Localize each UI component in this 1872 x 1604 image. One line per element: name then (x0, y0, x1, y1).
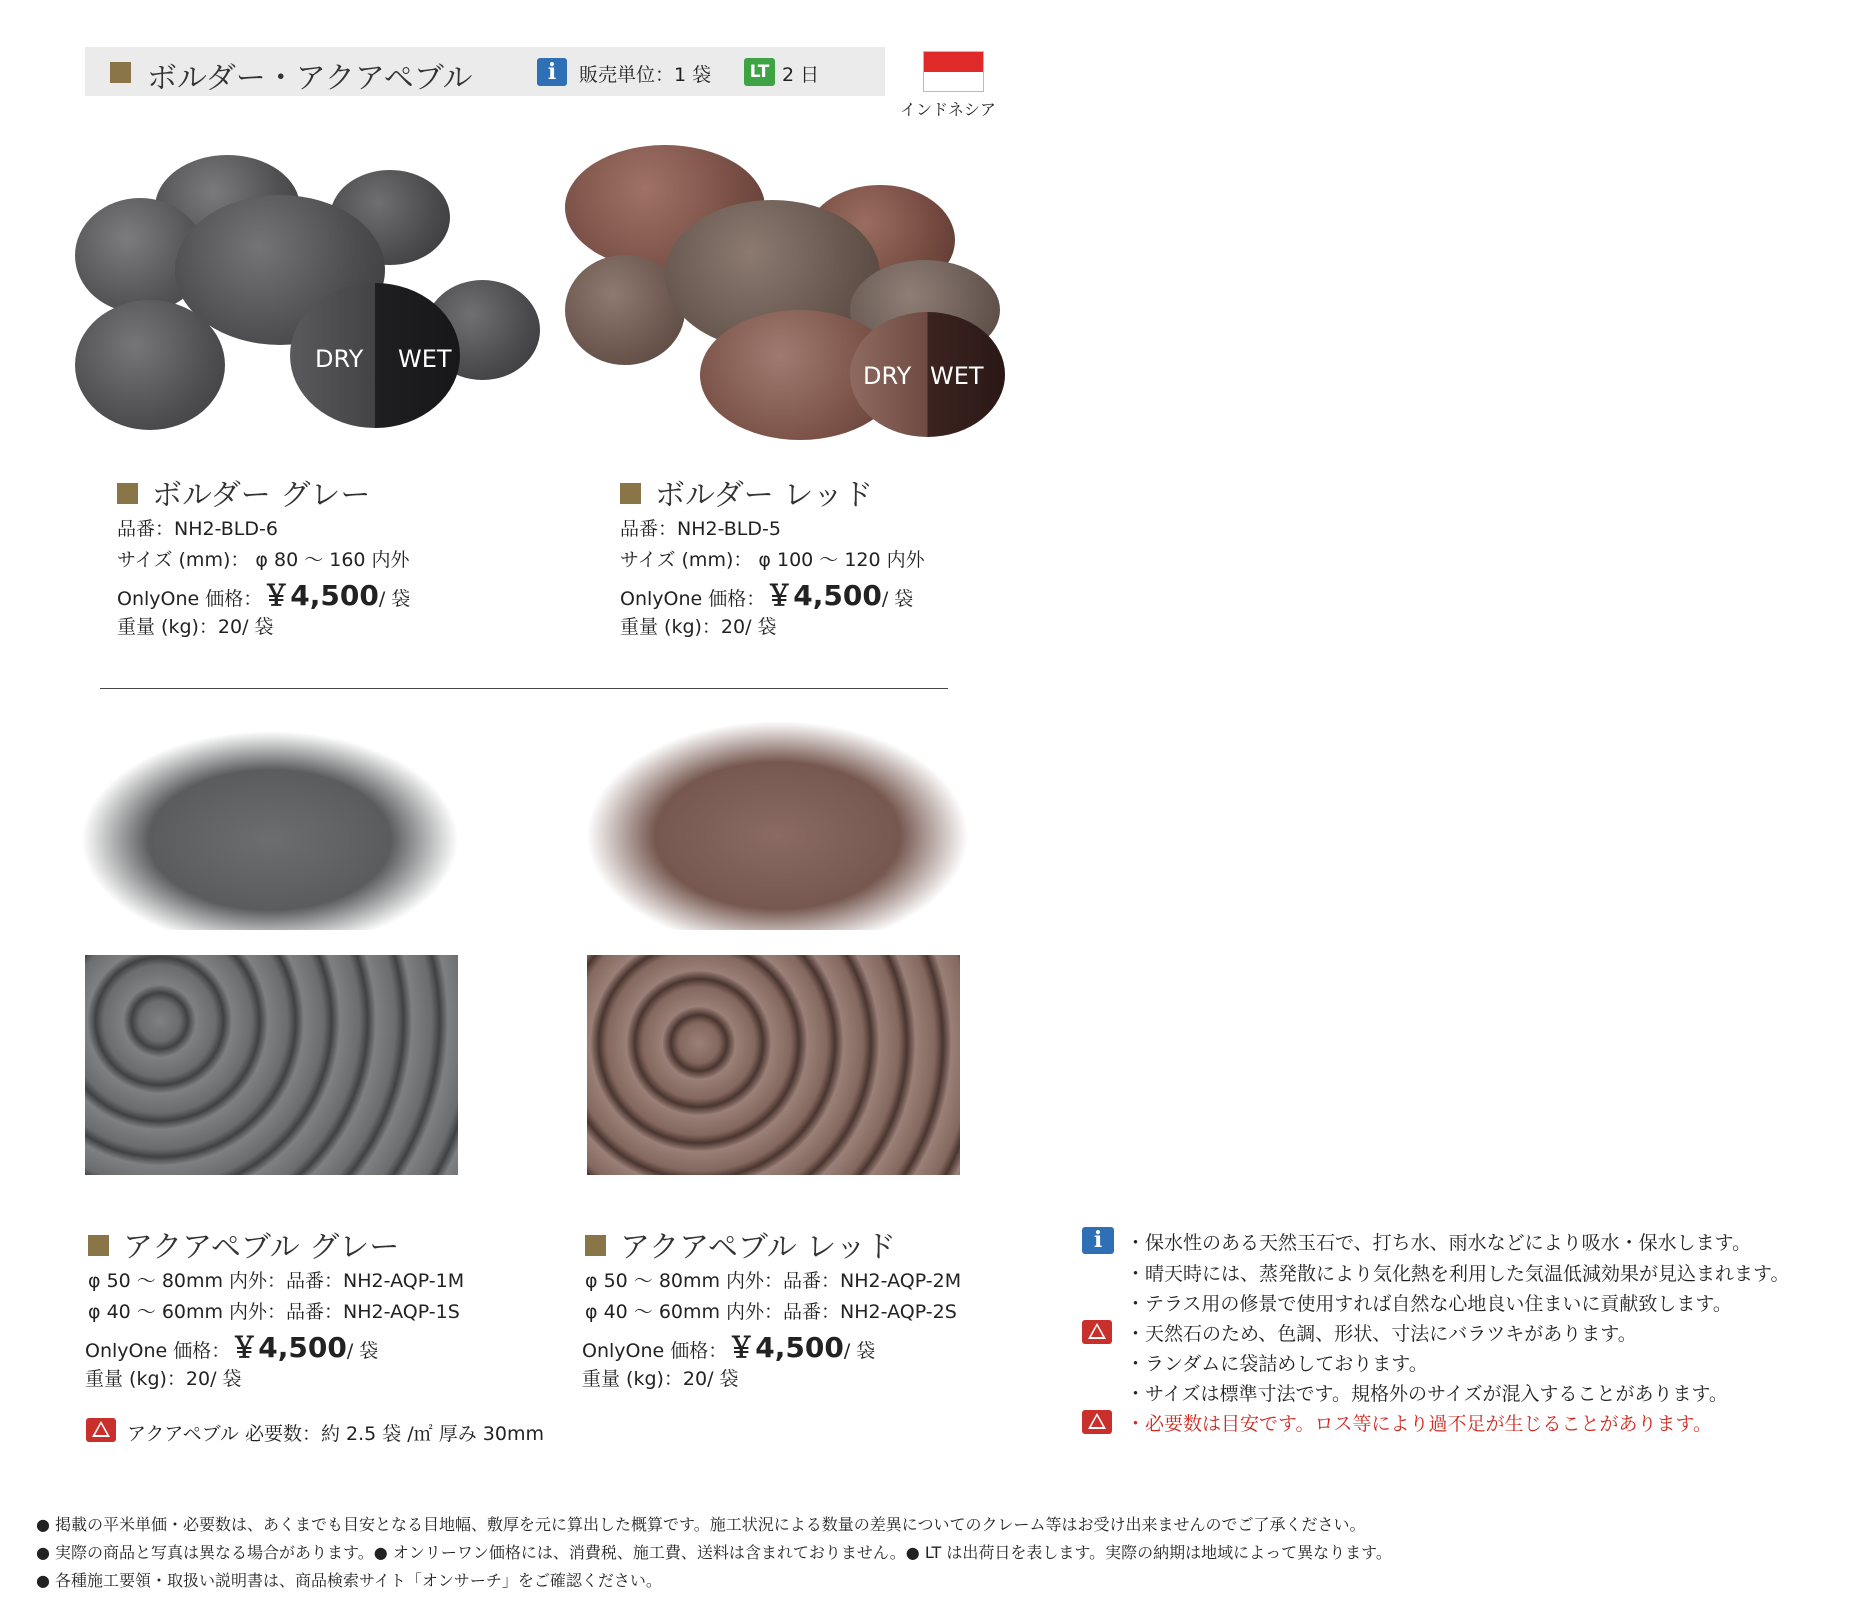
price-value: ￥4,500 (230, 1331, 347, 1364)
price-value: ￥4,500 (727, 1331, 844, 1364)
caution-note: ・ランダムに袋詰めしております。 (1126, 1353, 1428, 1375)
price-unit: / 袋 (881, 588, 914, 610)
boulder-gray-image (75, 150, 540, 440)
info-icon: i (537, 58, 567, 86)
caution-icon (1082, 1320, 1112, 1344)
aqua-red-weight: 重量 (kg)：20/ 袋 (582, 1368, 739, 1390)
info-icon: i (1082, 1227, 1114, 1254)
boulder-red-code: 品番：NH2-BLD-5 (620, 518, 781, 540)
aqua-red-title: アクアペブル レッド (585, 1222, 896, 1266)
aqua-red-pile-image (585, 720, 970, 930)
price-label: OnlyOne 価格： (620, 588, 766, 610)
title-square-icon (117, 483, 138, 504)
boulder-gray-price-row (117, 574, 410, 614)
origin-label: インドネシア (900, 100, 996, 119)
wet-label: WET (930, 362, 984, 390)
aqua-red-closeup-image (587, 955, 960, 1175)
boulder-gray-code: 品番：NH2-BLD-6 (117, 518, 278, 540)
lead-time: 2 日 (782, 64, 820, 86)
boulder-gray-weight: 重量 (kg)：20/ 袋 (117, 616, 274, 638)
footer-note: ● 各種施工要領・取扱い説明書は、商品検索サイト「オンサーチ」をご確認ください。 (36, 1571, 662, 1590)
boulder-red-weight: 重量 (kg)：20/ 袋 (620, 616, 777, 638)
boulder-red-image (560, 140, 1010, 440)
price-unit: / 袋 (378, 588, 411, 610)
dry-label: DRY (863, 362, 912, 390)
title-square-icon (110, 62, 131, 83)
header-bar (85, 47, 885, 96)
dry-label: DRY (315, 345, 364, 373)
title-square-icon (585, 1235, 606, 1256)
price-value: ￥4,500 (262, 579, 379, 612)
price-label: OnlyOne 価格： (85, 1340, 231, 1362)
warning-icon (1082, 1410, 1112, 1434)
aqua-gray-spec-m: φ 50 ～ 80mm 内外：品番：NH2-AQP-1M (88, 1270, 465, 1292)
price-label: OnlyOne 価格： (117, 588, 263, 610)
aqua-gray-closeup-image (85, 955, 458, 1175)
price-label: OnlyOne 価格： (582, 1340, 728, 1362)
aqua-gray-spec-s: φ 40 ～ 60mm 内外：品番：NH2-AQP-1S (88, 1301, 460, 1323)
price-value: ￥4,500 (765, 579, 882, 612)
boulder-gray-title: ボルダー グレー (117, 470, 370, 514)
aqua-gray-weight: 重量 (kg)：20/ 袋 (85, 1368, 242, 1390)
section-divider (100, 688, 948, 689)
sale-unit: 販売単位：1 袋 (579, 64, 712, 86)
wet-label: WET (398, 345, 452, 373)
price-unit: / 袋 (346, 1340, 379, 1362)
aqua-gray-pile-image (80, 730, 460, 930)
warning-note: ・必要数は目安です。ロス等により過不足が生じることがあります。 (1126, 1413, 1712, 1435)
info-note: ・晴天時には、蒸発散により気化熱を利用した気温低減効果が見込まれます。 (1126, 1263, 1790, 1285)
footer-note: ● 掲載の平米単価・必要数は、あくまでも目安となる目地幅、敷厚を元に算出した概算です。施工状況による数量の差異についてのクレーム等はお受け出来ませんのでご了承ください。 (36, 1515, 1366, 1534)
aqua-gray-title: アクアペブル グレー (88, 1222, 399, 1266)
info-note: ・保水性のある天然玉石で、打ち水、雨水などにより吸水・保水します。 (1126, 1232, 1752, 1254)
aqua-red-price-row (582, 1326, 875, 1366)
boulder-gray-size: サイズ (mm)： φ 80 ～ 160 内外 (117, 549, 410, 571)
aqua-red-spec-m: φ 50 ～ 80mm 内外：品番：NH2-AQP-2M (585, 1270, 962, 1292)
aqua-gray-price-row (85, 1326, 378, 1366)
title-square-icon (620, 483, 641, 504)
footer-note: ● 実際の商品と写真は異なる場合があります。● オンリーワン価格には、消費税、施工費、送料は含まれておりません。● LT は出荷日を表します。実際の納期は地域によって異なります。 (36, 1543, 1392, 1562)
lt-icon: LT (744, 58, 775, 86)
required-quantity: アクアペブル 必要数：約 2.5 袋 /㎡ 厚み 30mm (127, 1423, 544, 1445)
indonesia-flag-icon (923, 51, 984, 92)
caution-note: ・天然石のため、色調、形状、寸法にバラツキがあります。 (1126, 1323, 1637, 1345)
caution-note: ・サイズは標準寸法です。規格外のサイズが混入することがあります。 (1126, 1383, 1728, 1405)
boulder-red-size: サイズ (mm)： φ 100 ～ 120 内外 (620, 549, 925, 571)
warning-icon (86, 1418, 116, 1442)
page-title: ボルダー・アクアペブル (147, 61, 473, 96)
boulder-red-title: ボルダー レッド (620, 470, 873, 514)
aqua-red-spec-s: φ 40 ～ 60mm 内外：品番：NH2-AQP-2S (585, 1301, 957, 1323)
info-note: ・テラス用の修景で使用すれば自然な心地良い住まいに貢献致します。 (1126, 1293, 1732, 1315)
price-unit: / 袋 (843, 1340, 876, 1362)
boulder-red-price-row (620, 574, 913, 614)
title-square-icon (88, 1235, 109, 1256)
